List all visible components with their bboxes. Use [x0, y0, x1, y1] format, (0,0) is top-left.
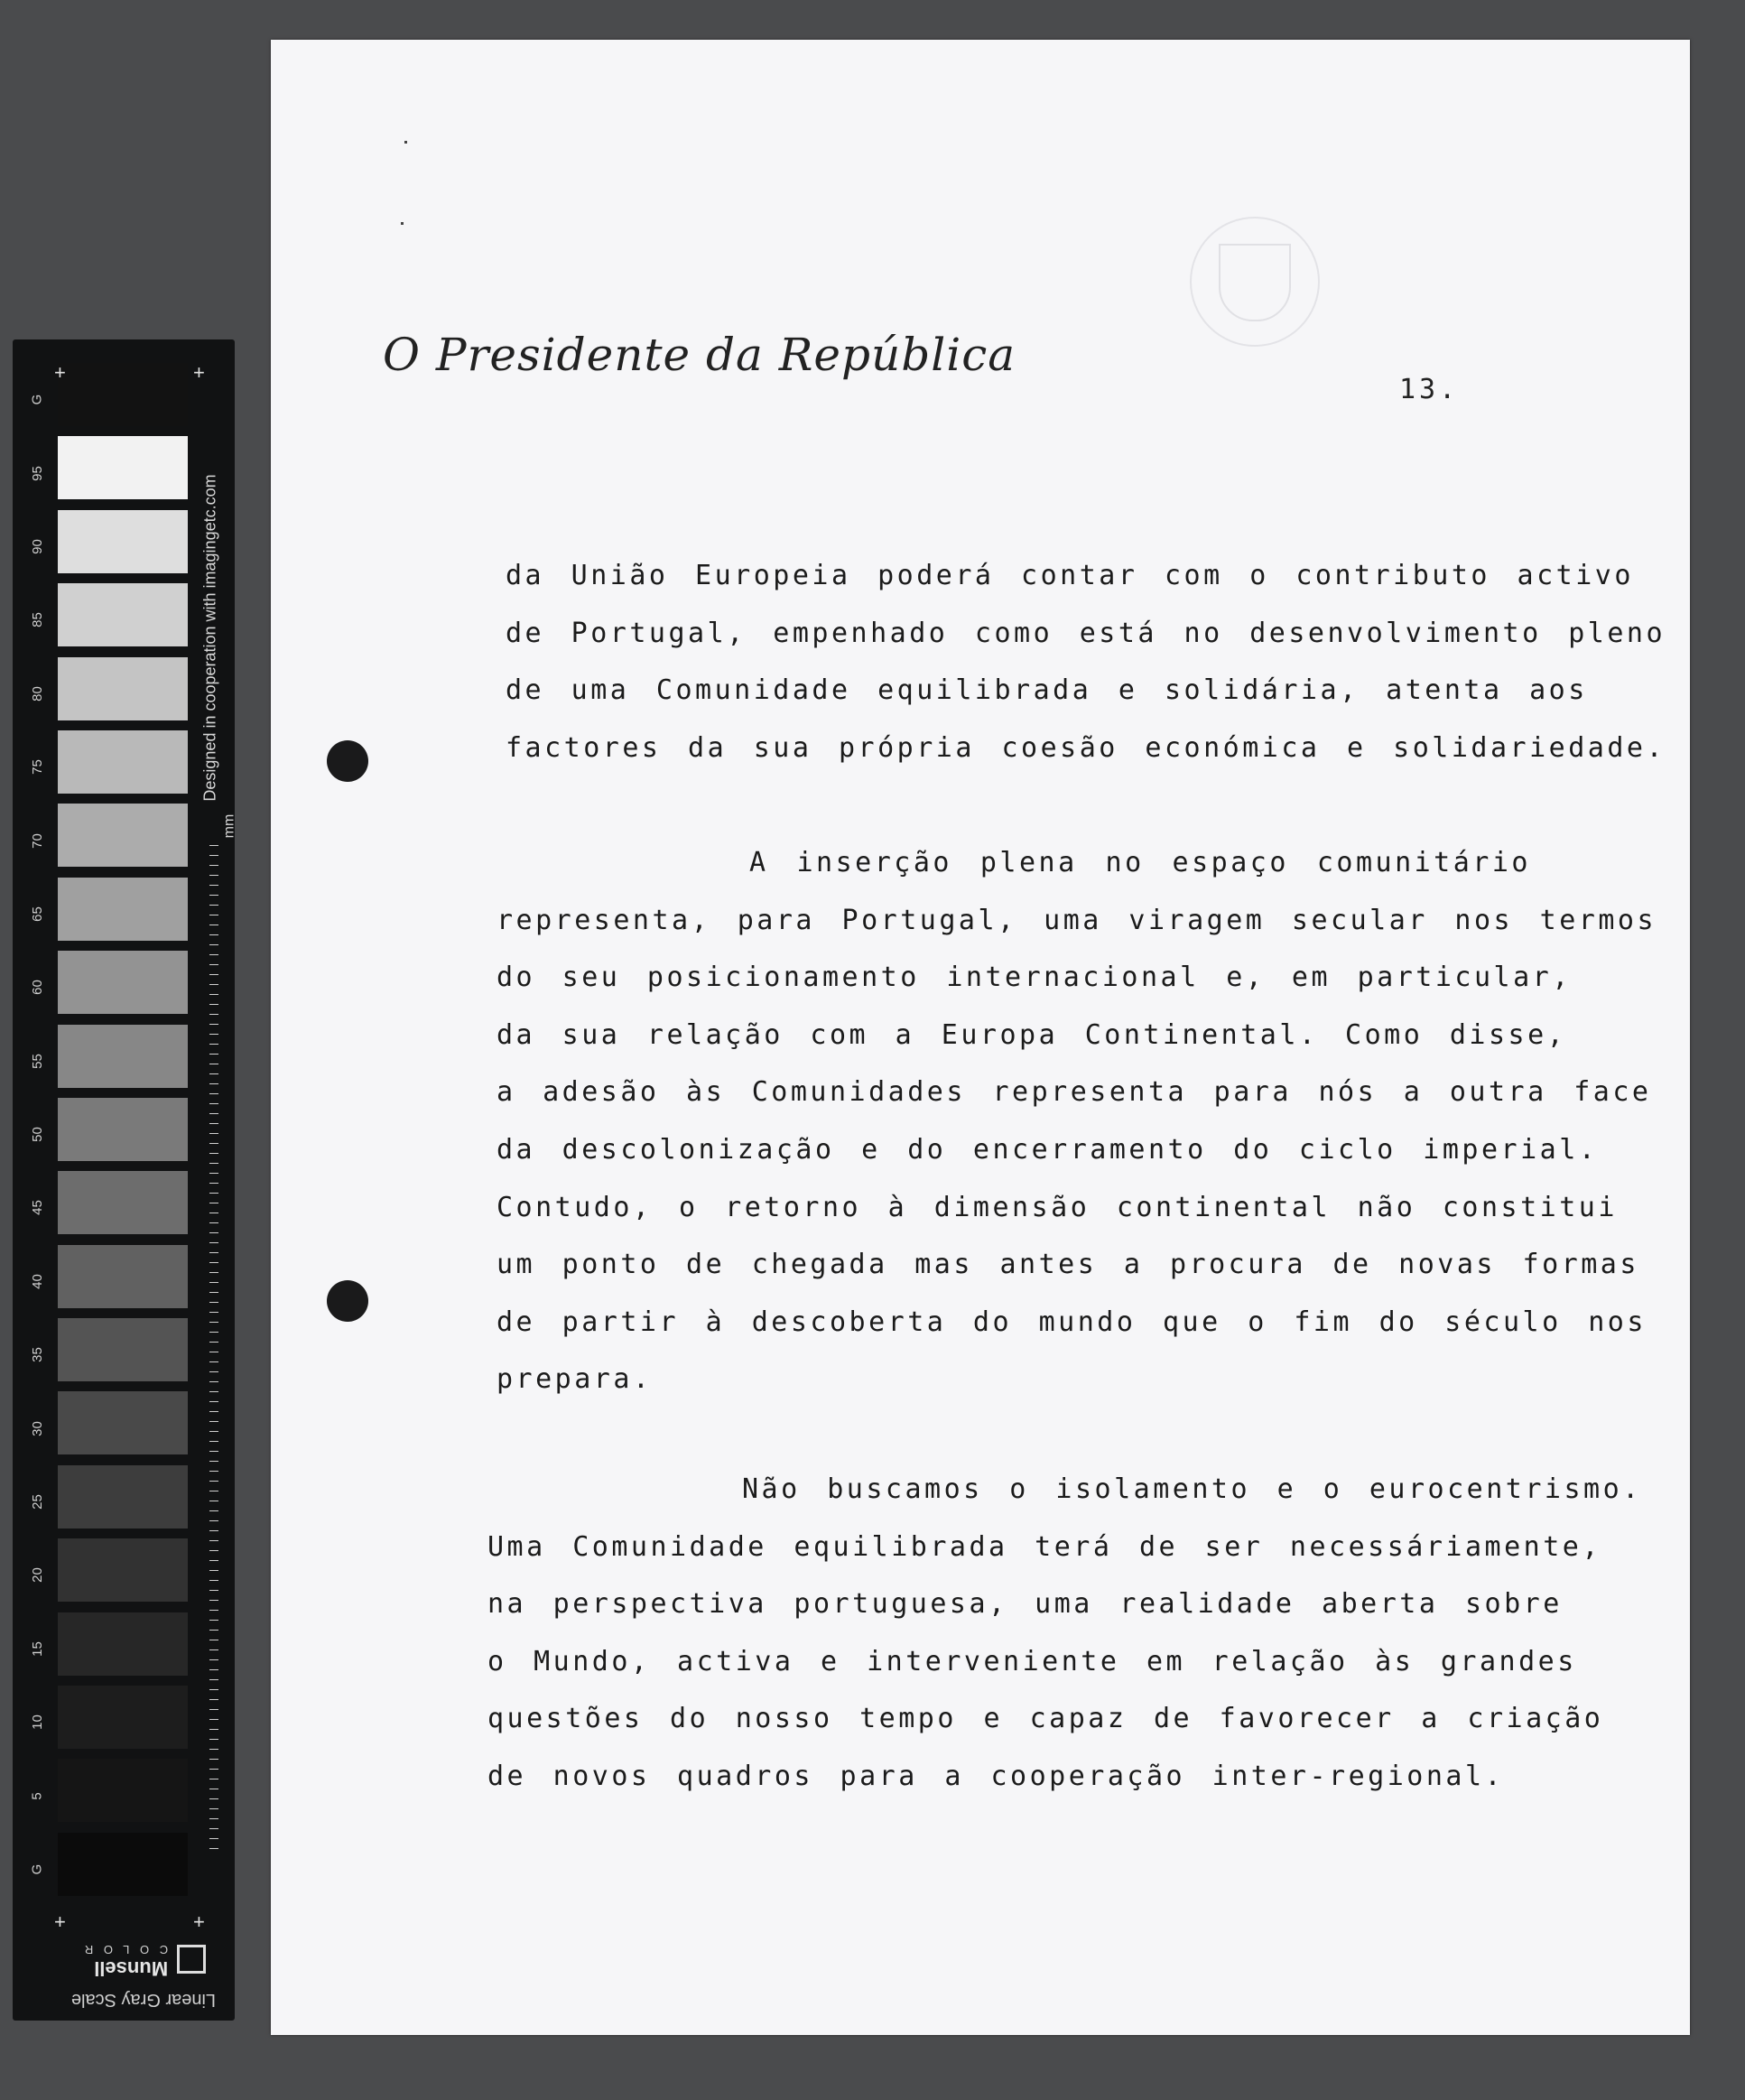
- patch-label: [23, 1025, 51, 1098]
- text-line: o Mundo, activa e interveniente em relação às grandes: [487, 1645, 1577, 1677]
- brand-name: Munsell: [94, 1957, 169, 1980]
- patch-label: [23, 1465, 51, 1538]
- gray-patch: [58, 1833, 188, 1896]
- patch-label-text: 55: [29, 1053, 45, 1069]
- gray-patch: [58, 1612, 188, 1676]
- gray-patch: [58, 951, 188, 1014]
- text-line: de uma Comunidade equilibrada e solidária, atenta aos: [506, 674, 1588, 707]
- patch-label-text: 95: [29, 465, 45, 481]
- punch-hole: [327, 1280, 368, 1322]
- text-line: representa, para Portugal, uma viragem secular nos termos: [497, 904, 1657, 936]
- gray-patch: [58, 510, 188, 573]
- patch-label: [23, 730, 51, 804]
- patch-label-text: 90: [29, 539, 45, 554]
- patch-label: [23, 657, 51, 730]
- gray-patch: [58, 1759, 188, 1822]
- patch-label-text: 75: [29, 759, 45, 775]
- patch-label: [23, 1098, 51, 1171]
- text-line: de partir à descoberta do mundo que o fim do século nos: [497, 1306, 1647, 1338]
- patch-label-text: 70: [29, 832, 45, 849]
- text-line: do seu posicionamento internacional e, em particular,: [497, 962, 1572, 994]
- gray-patch: [58, 878, 188, 941]
- registration-mark-icon: +: [54, 1910, 66, 1933]
- patch-label: [23, 1686, 51, 1759]
- text-line: da sua relação com a Europa Continental. Como disse,: [497, 1018, 1567, 1051]
- text-line: Uma Comunidade equilibrada terá de ser necessáriamente,: [487, 1530, 1601, 1563]
- gray-patch: [58, 1391, 188, 1454]
- coat-of-arms-icon: [1219, 244, 1291, 321]
- text-line: de Portugal, empenhado como está no desenvolvimento pleno: [506, 617, 1666, 649]
- patch-label-text: 80: [29, 685, 45, 702]
- patch-label-text: 20: [29, 1567, 45, 1584]
- gray-patch: [58, 804, 188, 867]
- gray-patch: [58, 1171, 188, 1234]
- gray-patch: [58, 363, 188, 426]
- embossed-seal-icon: [1190, 217, 1320, 347]
- patch-label-text: G: [29, 1863, 45, 1875]
- speck: [401, 222, 404, 225]
- patch-label: [23, 583, 51, 656]
- ruler-unit-label: mm: [221, 813, 237, 839]
- munsell-logo-icon: [177, 1946, 206, 1975]
- text-line: A inserção plena no espaço comunitário: [749, 847, 1531, 878]
- punch-hole: [327, 740, 368, 782]
- gray-patch: [58, 436, 188, 499]
- patch-label-text: 45: [29, 1200, 45, 1216]
- patch-label-text: 85: [29, 612, 45, 628]
- gray-patch: [58, 1098, 188, 1161]
- text-line: de novos quadros para a cooperação inter-regional.: [487, 1761, 1505, 1792]
- text-line: um ponto de chegada mas antes a procura de novas formas: [497, 1249, 1639, 1281]
- card-credit: Designed in cooperation with imagingetc.com: [200, 473, 219, 802]
- text-line: prepara.: [497, 1363, 653, 1396]
- patch-label-text: 60: [29, 980, 45, 996]
- patch-label: [23, 1318, 51, 1391]
- patch-label: [23, 1538, 51, 1612]
- gray-scale-card: [13, 339, 235, 2021]
- patch-label-text: 5: [29, 1791, 45, 1800]
- patch-label: [23, 1612, 51, 1686]
- registration-mark-icon: +: [193, 361, 205, 384]
- letterhead: O Presidente da República: [383, 329, 1016, 381]
- document-page: [271, 40, 1690, 2035]
- registration-mark-icon: +: [54, 361, 66, 384]
- munsell-brand: [67, 1943, 220, 2010]
- patch-label-text: 15: [29, 1640, 45, 1657]
- patch-label: [23, 1759, 51, 1832]
- gray-patch: [58, 583, 188, 646]
- patch-label: [23, 1171, 51, 1244]
- text-line: factores da sua própria coesão económica e solidariedade.: [506, 731, 1666, 764]
- speck: [404, 141, 407, 144]
- patch-label-text: 30: [29, 1420, 45, 1436]
- text-line: na perspectiva portuguesa, uma realidade aberta sobre: [487, 1588, 1563, 1621]
- gray-patch: [58, 1025, 188, 1088]
- gray-patch: [58, 1318, 188, 1381]
- text-line: a adesão às Comunidades representa para nós a outra face: [497, 1076, 1652, 1109]
- patch-label-text: G: [29, 394, 45, 405]
- patch-label: [23, 510, 51, 583]
- text-line: Não buscamos o isolamento e o eurocentrismo.: [742, 1473, 1642, 1505]
- gray-patch: [58, 1686, 188, 1749]
- gray-patches: [58, 363, 188, 1906]
- gray-patch: [58, 1245, 188, 1308]
- patch-label: [23, 1833, 51, 1906]
- patch-label-text: 65: [29, 906, 45, 922]
- patch-label-text: 25: [29, 1494, 45, 1510]
- registration-mark-icon: +: [193, 1910, 205, 1933]
- patch-label: [23, 1245, 51, 1318]
- patch-label: [23, 1391, 51, 1464]
- scale-name: Linear Gray Scale: [70, 1990, 217, 2010]
- patch-label: [23, 363, 51, 436]
- patch-label: [23, 951, 51, 1024]
- gray-patch: [58, 1538, 188, 1602]
- millimeter-ruler: [209, 845, 235, 1849]
- gray-patch: [58, 657, 188, 720]
- patch-label-text: 10: [29, 1714, 45, 1731]
- patch-labels: [23, 363, 51, 1906]
- text-line: da União Europeia poderá contar com o contributo activo: [506, 560, 1634, 591]
- patch-label-text: 50: [29, 1127, 45, 1142]
- gray-patch: [58, 730, 188, 794]
- text-line: Contudo, o retorno à dimensão continental não constitui: [497, 1191, 1618, 1223]
- text-line: questões do nosso tempo e capaz de favorecer a criação: [487, 1703, 1604, 1735]
- patch-label-text: 35: [29, 1347, 45, 1363]
- patch-label: [23, 436, 51, 509]
- gray-patch: [58, 1465, 188, 1529]
- brand-subtitle: C O L O R: [80, 1943, 169, 1956]
- patch-label: [23, 878, 51, 951]
- patch-label: [23, 804, 51, 877]
- text-line: da descolonização e do encerramento do ciclo imperial.: [497, 1134, 1599, 1166]
- patch-label-text: 40: [29, 1274, 45, 1289]
- page-number: 13.: [1399, 374, 1460, 405]
